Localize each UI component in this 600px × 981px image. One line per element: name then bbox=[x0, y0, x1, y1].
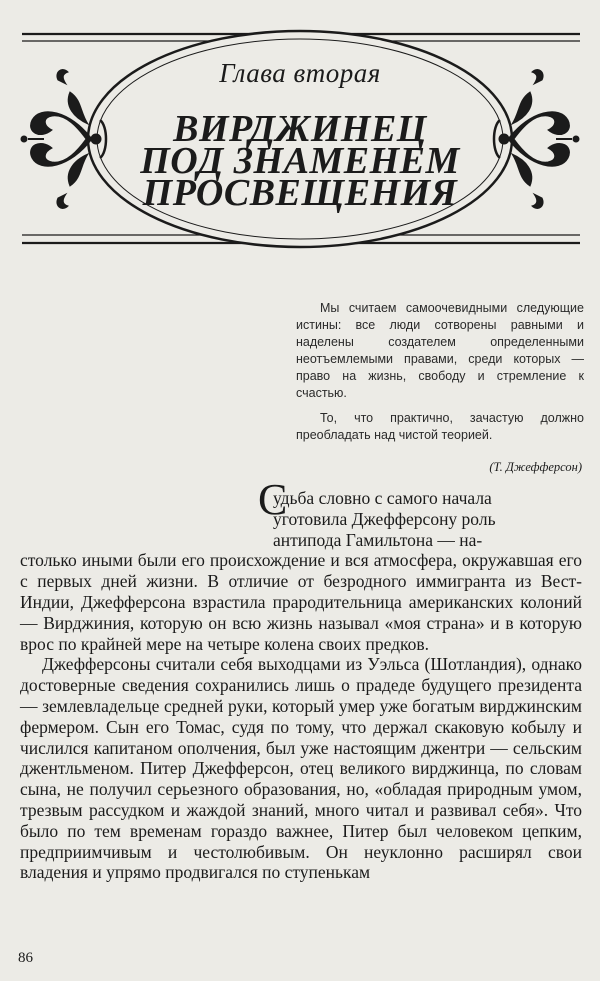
body-paragraph: Джефферсоны считали себя выходцами из Уэльса (Шотландия), однако достоверные сведения сохранились лишь о прадеде будущего президента — землевладельце средней руки, который умер уже богатым вирджинским фермером. Сын его Томас, судя по тому, что держал скаковую кобылу и числился капитаном ополчения, был уже настоящим джентри — сельским джентльменом. Питер Джефферсон, отец великого вирджинца, по словам сына, не получил серьезного образования, но, «обладая природным умом, трезвым рассудком и жаждой знаний, много читал и развивал себя». Что было по тем временам гораздо важнее, Питер был человеком цепким, предприимчивым и честолюбивым. Он неуклонно расширял свои владения и упрямо продвигался по ступенькам bbox=[20, 654, 582, 883]
epigraph bbox=[296, 300, 584, 452]
left-flourish-icon bbox=[21, 70, 106, 209]
right-flourish-icon bbox=[494, 70, 579, 209]
epigraph-paragraph: Мы считаем самоочевидными следующие истины: все люди сотворены равными и наделены создателем определенными неотъемлемыми правами, среди которых — право на жизнь, свободу и стремление к счастью. bbox=[296, 301, 584, 400]
chapter-header bbox=[0, 0, 600, 290]
main-text bbox=[20, 475, 582, 883]
body-paragraph bbox=[20, 488, 582, 654]
chapter-title bbox=[100, 108, 500, 214]
epigraph-paragraph: То, что практично, зачастую должно преобладать над чистой теорией. bbox=[296, 411, 584, 442]
chapter-title-line: ПОД ЗНАМЕНЕМ bbox=[140, 140, 460, 182]
chapter-label: Глава вторая bbox=[219, 58, 381, 88]
body-line: антипода Гамильтона — на- bbox=[273, 529, 483, 550]
body-text-run: столько иными были его происхождение и вся атмосфера, окружавшая его с первых дней жизни. В отличие от безродного иммигранта из Вест-Индии, Джефферсона взрастила прародительница американских колоний — Вирджиния, которую он всю жизнь называл «моя страна» и в которую врос по крайней мере на четыре колена своих предков. bbox=[20, 550, 582, 654]
chapter-title-line: ВИРДЖИНЕЦ bbox=[173, 108, 427, 150]
body-line: удьба словно с самого начала bbox=[273, 488, 492, 508]
drop-cap: С bbox=[258, 475, 288, 524]
chapter-title-line: ПРОСВЕЩЕНИЯ bbox=[142, 172, 458, 214]
epigraph-source: (Т. Джефферсон) bbox=[489, 460, 582, 474]
body-line: уготовила Джефферсону роль bbox=[273, 508, 496, 529]
page-number: 86 bbox=[18, 950, 33, 966]
